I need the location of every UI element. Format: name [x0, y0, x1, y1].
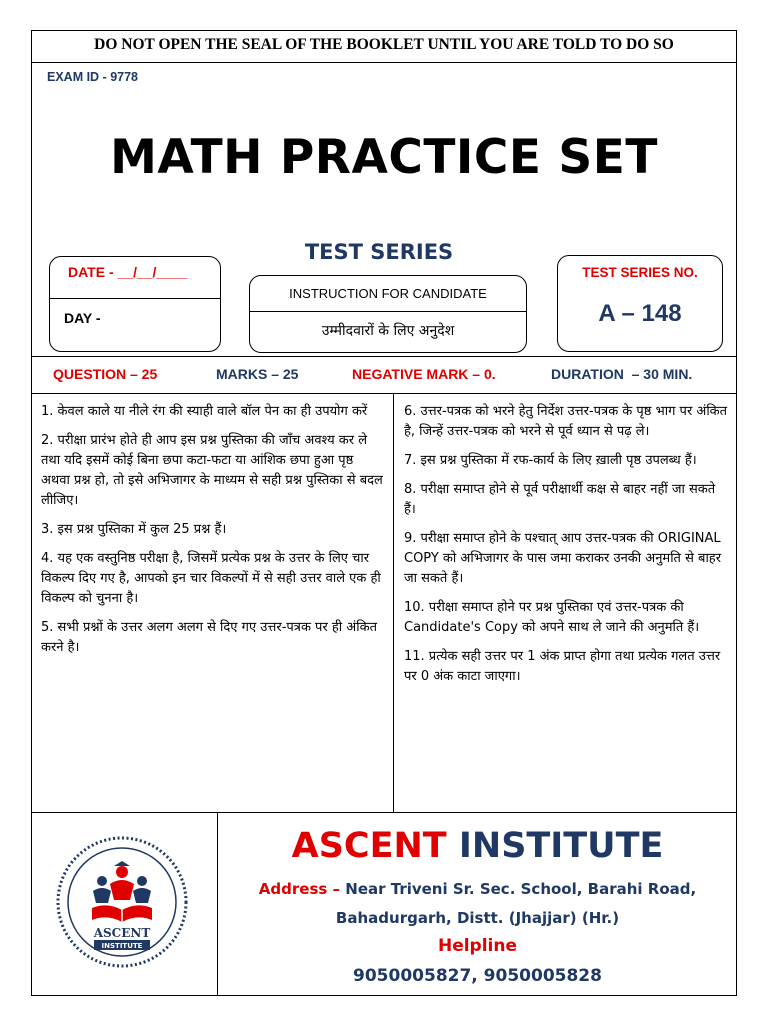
instruction-item: 11. प्रत्येक सही उत्तर पर 1 अंक प्राप्त होगा तथा प्रत्येक गलत उत्तर पर 0 अंक काटा जाएगा। — [404, 649, 721, 684]
question-count: QUESTION – 25 — [53, 366, 158, 382]
series-title: TEST SERIES — [304, 240, 454, 264]
series-number-value: A – 148 — [598, 300, 682, 327]
logo-text-ascent: ASCENT — [93, 926, 151, 940]
instruction-heading-english: INSTRUCTION FOR CANDIDATE — [289, 286, 487, 301]
helpline-numbers: 9050005827, 9050005828 — [353, 966, 602, 986]
instruction-heading-hindi: उम्मीदवारों के लिए अनुदेश — [321, 323, 455, 339]
exam-id: EXAM ID - 9778 — [47, 70, 139, 84]
column-divider — [393, 393, 394, 812]
logo-text-institute: INSTITUTE — [101, 942, 143, 950]
date-field-label: DATE - __/__/____ — [68, 264, 188, 280]
instruction-item: 8. परीक्षा समाप्त होने से पूर्व परीक्षार्थी कक्ष से बाहर नहीं जा सकते हैं। — [404, 482, 716, 517]
instruction-item: 3. इस प्रश्न पुस्तिका में कुल 25 प्रश्न हैं। — [41, 522, 227, 537]
instruction-item: 7. इस प्रश्न पुस्तिका में रफ-कार्य के लिए ख़ाली पृष्ठ उपलब्ध हैं। — [404, 453, 697, 468]
duration: DURATION – 30 MIN. — [551, 366, 693, 382]
instruction-divider — [249, 311, 527, 312]
instruction-item: 5. सभी प्रश्नों के उत्तर अलग अलग से दिए गए उत्तर-पत्रक पर ही अंकित करने है। — [41, 620, 377, 655]
negative-mark: NEGATIVE MARK – 0. — [352, 366, 496, 382]
institute-name-part2: INSTITUTE — [458, 826, 664, 866]
divider — [31, 356, 737, 357]
series-number-label: TEST SERIES NO. — [582, 265, 698, 280]
instructions-right-column — [404, 402, 730, 696]
instruction-item: 4. यह एक वस्तुनिष्ठ परीक्षा है, जिसमें प्रत्येक प्रश्न के उत्तर के लिए चार विकल्प दिए गए है, आपको इन चार विकल्पों में से सही उत्तर वाले एक ही विकल्प को चुनना है। — [41, 551, 381, 606]
address-label: Address – — [258, 880, 341, 898]
divider — [31, 812, 737, 813]
address-text-1: Near Triveni Sr. Sec. School, Barahi Road, — [345, 880, 697, 898]
instruction-item: 10. परीक्षा समाप्त होने पर प्रश्न पुस्तिका एवं उत्तर-पत्रक की Candidate's Copy को अपने साथ ले जाने की अनुमति हैं। — [404, 600, 700, 635]
institute-name — [218, 826, 737, 866]
marks-total: MARKS – 25 — [216, 366, 299, 382]
date-day-divider — [49, 298, 221, 299]
helpline-label: Helpline — [437, 936, 518, 956]
instruction-item: 1. केवल काले या नीले रंग की स्याही वाले बॉल पेन का ही उपयोग करें — [41, 404, 368, 419]
instruction-item: 9. परीक्षा समाप्त होने के पश्चात् आप उत्तर-पत्रक की ORIGINAL COPY को अभिजागर के पास जमा कराकर उनकी अनुमति से बाहर जा सकते हैं। — [404, 531, 722, 586]
divider — [31, 393, 737, 394]
address-line-1 — [218, 880, 737, 898]
institute-name-part1: ASCENT — [291, 826, 447, 866]
instruction-item: 6. उत्तर-पत्रक को भरने हेतु निर्देश उत्तर-पत्रक के पृष्ठ भाग पर अंकित है, जिन्हें उत्तर-पत्रक को भरने से पूर्व ध्यान से पढ़ ले। — [404, 404, 728, 439]
instruction-item: 2. परीक्षा प्रारंभ होते ही आप इस प्रश्न पुस्तिका की जाँच अवश्य कर ले तथा यदि इसमें कोई बिना छपा कटा-फटा या आंशिक छपा हुआ पृष्ठ अथवा प्रश्न हो, तो इसे अभिजागर के माध्यम से सही प्रश्न पुस्तिका से बदल लीजिए। — [41, 433, 383, 508]
divider — [31, 62, 737, 63]
instructions-left-column — [41, 402, 386, 667]
address-line-2: Bahadurgarh, Distt. (Jhajjar) (Hr.) — [335, 909, 620, 927]
day-field-label: DAY - — [64, 310, 101, 326]
institute-logo — [56, 836, 188, 968]
seal-notice: DO NOT OPEN THE SEAL OF THE BOOKLET UNTIL YOU ARE TOLD TO DO SO — [94, 36, 674, 53]
page-title: MATH PRACTICE SET — [110, 130, 658, 185]
